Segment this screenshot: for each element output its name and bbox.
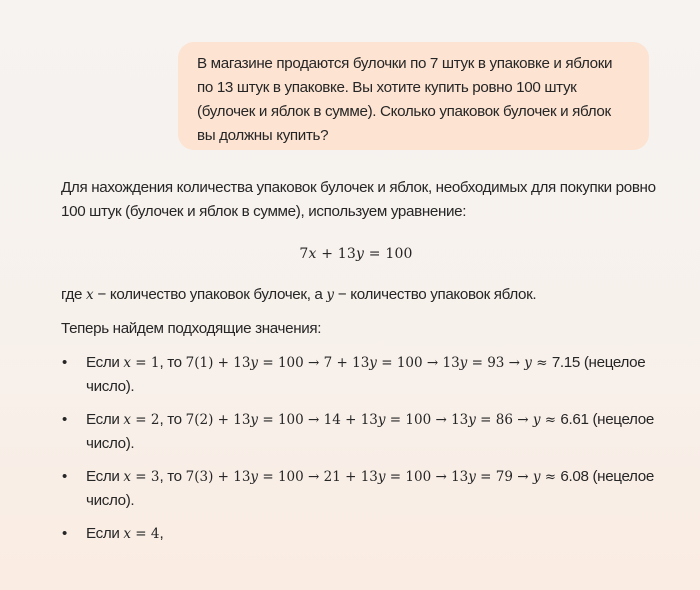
case-var-x: x bbox=[123, 469, 131, 485]
bullet-icon: • bbox=[62, 468, 67, 485]
case-math-4: = 79 → bbox=[475, 469, 533, 485]
case-approx: ≈ bbox=[540, 469, 561, 485]
case-y-value: 6.08 bbox=[560, 468, 589, 485]
case-assign: = 3 bbox=[131, 469, 160, 485]
var-x-description: − количество упаковок булочек, а bbox=[93, 286, 327, 303]
assistant-intro-text: Для нахождения количества упаковок булочек и яблок, необходимых для покупки ровно 100 штук (булочек и яблок в сумме), используем уравнение: bbox=[61, 179, 656, 220]
case-note: (нецелое число). bbox=[86, 468, 654, 509]
case-if: Если bbox=[86, 525, 124, 542]
equation-var-y: y bbox=[356, 246, 365, 262]
var-y: y bbox=[326, 287, 335, 303]
case-math-4: = 86 → bbox=[475, 412, 533, 428]
case-math-2: = 100 → 14 + 13 bbox=[258, 412, 378, 428]
user-message-bubble bbox=[178, 42, 649, 150]
case-assign: = 4 bbox=[131, 526, 160, 542]
list-item-case-4 bbox=[61, 522, 661, 546]
case-assign: = 1 bbox=[131, 355, 160, 371]
case-var-y: y bbox=[250, 355, 259, 371]
case-math-3: = 100 → 13 bbox=[376, 355, 460, 371]
case-note: (нецелое число). bbox=[86, 411, 654, 452]
case-math-4: = 93 → bbox=[467, 355, 525, 371]
case-math-3: = 100 → 13 bbox=[385, 469, 469, 485]
case-var-y: y bbox=[468, 412, 476, 428]
equation-rhs: 100 bbox=[385, 246, 413, 262]
equation-coef-a: 7 bbox=[299, 246, 309, 262]
case-var-y: y bbox=[250, 469, 259, 485]
case-var-y: y bbox=[532, 469, 541, 485]
now-find-values-text: Теперь найдем подходящие значения: bbox=[61, 320, 322, 337]
assistant-message bbox=[61, 176, 661, 555]
bullet-icon: • bbox=[62, 354, 67, 371]
case-if: Если bbox=[86, 411, 124, 428]
equation-var-x: x bbox=[308, 246, 317, 262]
list-item-case-1 bbox=[61, 351, 661, 399]
case-var-y: y bbox=[468, 469, 476, 485]
case-y-value: 7.15 bbox=[551, 354, 580, 371]
equation bbox=[61, 242, 651, 266]
case-y-value: 6.61 bbox=[560, 411, 589, 428]
case-var-y: y bbox=[532, 412, 541, 428]
list-item-case-3 bbox=[61, 465, 661, 513]
case-note: (нецелое число). bbox=[86, 354, 646, 395]
case-var-y: y bbox=[459, 355, 468, 371]
case-math-1: 7(2) + 13 bbox=[185, 412, 251, 428]
bullet-icon: • bbox=[62, 525, 67, 542]
equation-coef-b: 13 bbox=[337, 246, 356, 262]
where-prefix: где bbox=[61, 286, 86, 303]
variable-definitions bbox=[61, 283, 661, 307]
user-message-text: В магазине продаются булочки по 7 штук в упаковке и яблоки по 13 штук в упаковке. Вы хотите купить ровно 100 штук (булочек и яблок в сумме). Сколько упаковок булочек и яблок вы должны купить? bbox=[197, 55, 613, 144]
equation-equals: = bbox=[364, 246, 386, 262]
case-assign: = 2 bbox=[131, 412, 160, 428]
case-approx: ≈ bbox=[540, 412, 561, 428]
case-var-y: y bbox=[377, 469, 386, 485]
case-var-x: x bbox=[123, 526, 131, 542]
case-math-1: 7(3) + 13 bbox=[185, 469, 251, 485]
case-if: Если bbox=[86, 468, 124, 485]
case-if: Если bbox=[86, 354, 124, 371]
case-tail: , bbox=[159, 525, 164, 542]
case-var-y: y bbox=[250, 412, 259, 428]
equation-plus: + bbox=[316, 246, 338, 262]
case-var-y: y bbox=[524, 355, 532, 371]
case-approx: ≈ bbox=[531, 355, 552, 371]
case-then: , то bbox=[159, 354, 186, 371]
case-then: , то bbox=[159, 468, 186, 485]
case-var-x: x bbox=[123, 355, 131, 371]
case-var-x: x bbox=[123, 412, 131, 428]
case-then: , то bbox=[159, 411, 186, 428]
case-var-y: y bbox=[369, 355, 377, 371]
case-math-3: = 100 → 13 bbox=[385, 412, 469, 428]
case-math-2: = 100 → 7 + 13 bbox=[258, 355, 370, 371]
case-math-2: = 100 → 21 + 13 bbox=[258, 469, 378, 485]
cases-list bbox=[61, 351, 661, 546]
var-y-description: − количество упаковок яблок. bbox=[334, 286, 537, 303]
case-var-y: y bbox=[377, 412, 386, 428]
var-x: x bbox=[86, 287, 94, 303]
list-item-case-2 bbox=[61, 408, 661, 456]
case-math-1: 7(1) + 13 bbox=[185, 355, 251, 371]
bullet-icon: • bbox=[62, 411, 67, 428]
